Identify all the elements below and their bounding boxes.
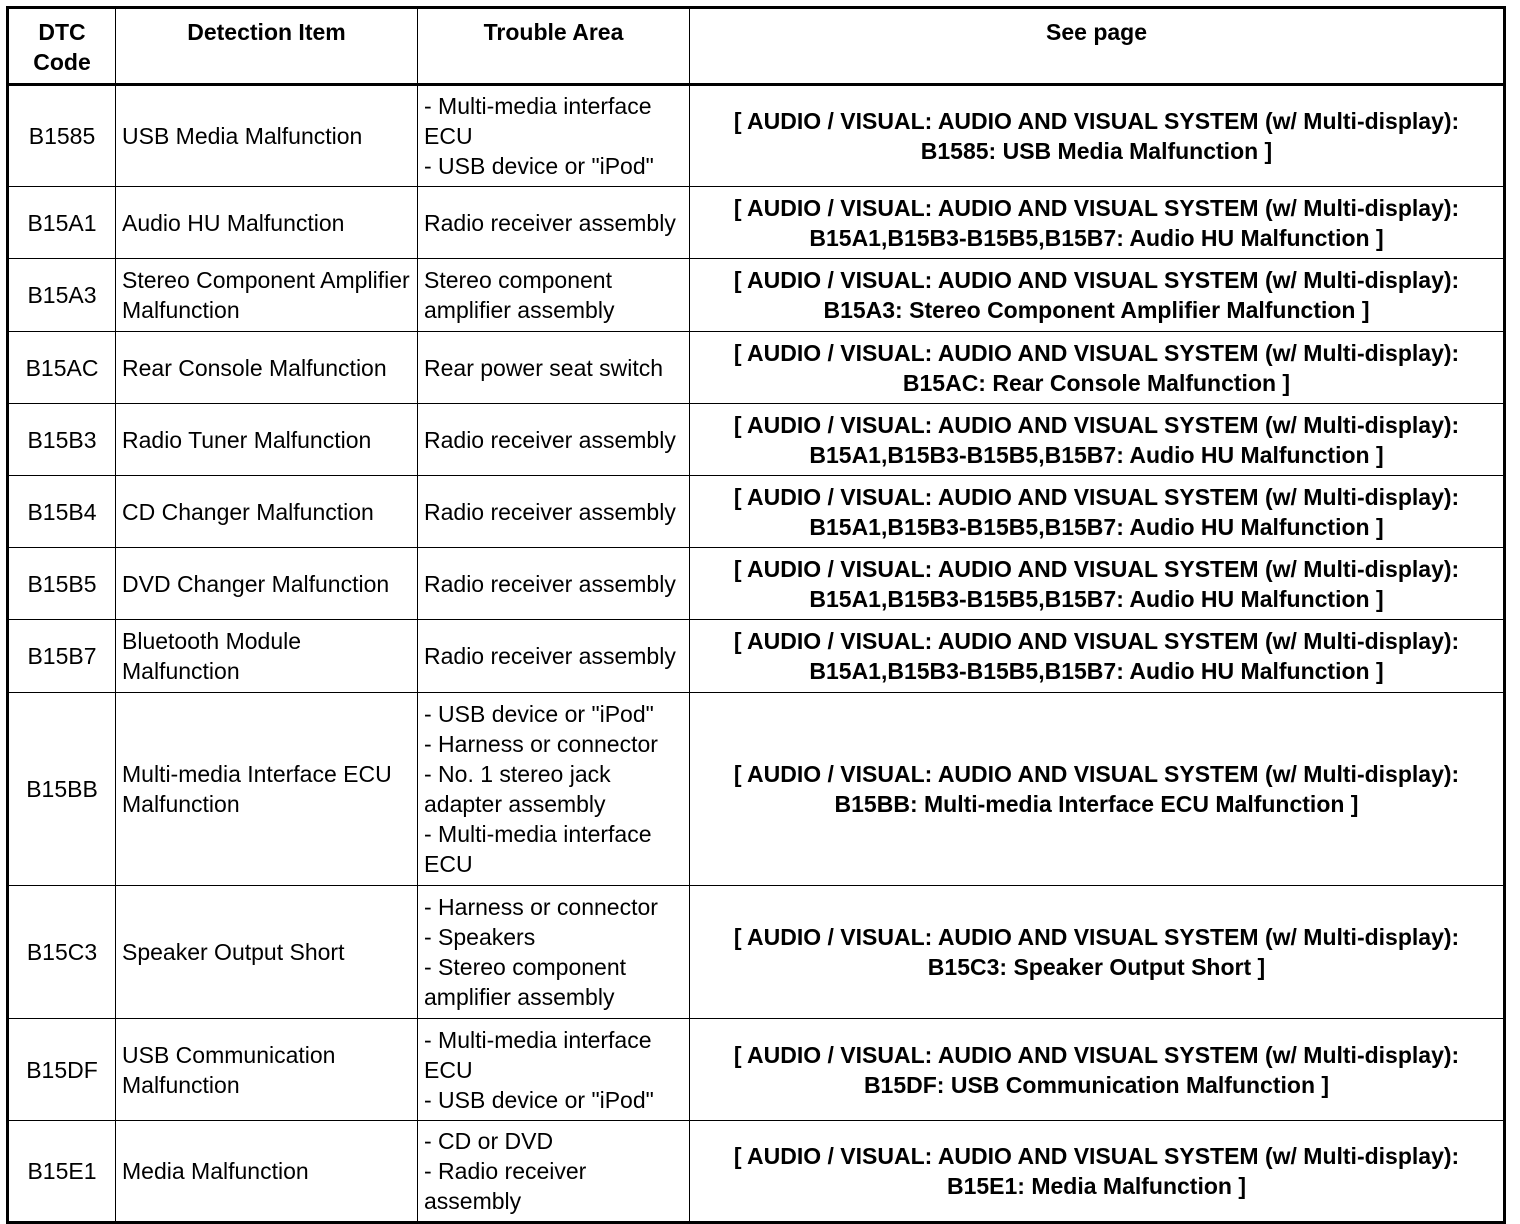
header-trouble-area: Trouble Area: [418, 8, 690, 85]
see-page-link-line[interactable]: B1585: USB Media Malfunction ]: [920, 138, 1273, 164]
see-page-cell: [690, 85, 1505, 187]
detection-item-cell: Radio Tuner Malfunction: [116, 404, 418, 476]
detection-item-cell: Multi-media Interface ECU Malfunction: [116, 693, 418, 886]
see-page-cell: [690, 1121, 1505, 1223]
header-row: [8, 8, 1505, 85]
table-row: [8, 693, 1505, 886]
see-page-cell: [690, 548, 1505, 620]
table-row: [8, 85, 1505, 187]
trouble-area-line: Radio receiver assembly: [424, 643, 676, 669]
see-page-link-line[interactable]: B15A1,B15B3-B15B5,B15B7: Audio HU Malfunction ]: [809, 658, 1384, 684]
see-page-cell: [690, 1019, 1505, 1121]
header-see-page: See page: [690, 8, 1505, 85]
trouble-area-cell: [418, 332, 690, 404]
trouble-area-cell: [418, 548, 690, 620]
see-page-link-line[interactable]: B15A1,B15B3-B15B5,B15B7: Audio HU Malfunction ]: [809, 513, 1384, 540]
see-page-cell: [690, 886, 1505, 1019]
table-row: [8, 1121, 1505, 1223]
dtc-code-cell: B15B4: [8, 476, 116, 548]
dtc-table: [6, 6, 1506, 1224]
see-page-link-line[interactable]: [ AUDIO / VISUAL: AUDIO AND VISUAL SYSTEM (w/ Multi-display):: [733, 411, 1460, 438]
dtc-code-cell: B15B3: [8, 404, 116, 476]
trouble-area-cell: [418, 404, 690, 476]
trouble-area-line: Radio receiver assembly: [424, 426, 676, 453]
detection-item-cell: DVD Changer Malfunction: [116, 548, 418, 620]
see-page-link-line[interactable]: B15C3: Speaker Output Short ]: [927, 954, 1266, 980]
detection-item-cell: Stereo Component Amplifier Malfunction: [116, 259, 418, 332]
see-page-cell: [690, 476, 1505, 548]
table-row: [8, 332, 1505, 404]
table-row: [8, 187, 1505, 259]
header-dtc-code: [8, 8, 116, 85]
trouble-area-cell: [418, 187, 690, 259]
trouble-area-line: - USB device or "iPod": [424, 153, 654, 179]
dtc-code-cell: B15B5: [8, 548, 116, 620]
detection-item-cell: USB Media Malfunction: [116, 85, 418, 187]
trouble-area-line: Rear power seat switch: [424, 354, 664, 381]
header-detection-item: Detection Item: [116, 8, 418, 85]
see-page-link-line[interactable]: [ AUDIO / VISUAL: AUDIO AND VISUAL SYSTEM (w/ Multi-display):: [733, 108, 1460, 134]
see-page-link-line[interactable]: [ AUDIO / VISUAL: AUDIO AND VISUAL SYSTEM (w/ Multi-display):: [733, 194, 1460, 221]
see-page-cell: [690, 404, 1505, 476]
see-page-cell: [690, 620, 1505, 693]
trouble-area-line: - No. 1 stereo jack adapter assembly: [424, 761, 611, 817]
trouble-area-line: - CD or DVD: [424, 1128, 554, 1154]
detection-item-cell: Media Malfunction: [116, 1121, 418, 1223]
dtc-code-cell: B15A3: [8, 259, 116, 332]
trouble-area-line: - Multi-media interface ECU: [424, 821, 652, 877]
see-page-link-line[interactable]: [ AUDIO / VISUAL: AUDIO AND VISUAL SYSTEM (w/ Multi-display):: [733, 628, 1460, 654]
see-page-link-line[interactable]: B15A1,B15B3-B15B5,B15B7: Audio HU Malfunction ]: [809, 224, 1384, 251]
see-page-link-line[interactable]: [ AUDIO / VISUAL: AUDIO AND VISUAL SYSTEM (w/ Multi-display):: [733, 267, 1460, 293]
trouble-area-line: - Harness or connector: [424, 731, 658, 757]
trouble-area-line: - Radio receiver assembly: [424, 1158, 587, 1214]
see-page-link-line[interactable]: B15A1,B15B3-B15B5,B15B7: Audio HU Malfunction ]: [809, 585, 1384, 612]
dtc-code-cell: B15E1: [8, 1121, 116, 1223]
header-dtc-code-word: Code: [33, 49, 91, 75]
see-page-link-line[interactable]: [ AUDIO / VISUAL: AUDIO AND VISUAL SYSTEM (w/ Multi-display):: [733, 1041, 1460, 1068]
see-page-link-line[interactable]: B15AC: Rear Console Malfunction ]: [902, 369, 1291, 396]
see-page-cell: [690, 693, 1505, 886]
trouble-area-cell: [418, 1019, 690, 1121]
header-dtc-code-word: DTC: [38, 19, 86, 45]
trouble-area-line: Radio receiver assembly: [424, 498, 676, 525]
see-page-link-line[interactable]: B15A1,B15B3-B15B5,B15B7: Audio HU Malfunction ]: [809, 441, 1384, 468]
dtc-code-cell: B15BB: [8, 693, 116, 886]
see-page-cell: [690, 332, 1505, 404]
table-row: [8, 404, 1505, 476]
table-row: [8, 886, 1505, 1019]
see-page-link-line[interactable]: B15DF: USB Communication Malfunction ]: [863, 1071, 1330, 1098]
trouble-area-cell: [418, 886, 690, 1019]
detection-item-cell: USB Communication Malfunction: [116, 1019, 418, 1121]
detection-item-cell: Speaker Output Short: [116, 886, 418, 1019]
dtc-code-cell: B15AC: [8, 332, 116, 404]
see-page-link-line[interactable]: B15E1: Media Malfunction ]: [946, 1173, 1247, 1199]
detection-item-cell: Bluetooth Module Malfunction: [116, 620, 418, 693]
table-row: [8, 1019, 1505, 1121]
see-page-link-line[interactable]: [ AUDIO / VISUAL: AUDIO AND VISUAL SYSTEM (w/ Multi-display):: [733, 483, 1460, 510]
trouble-area-cell: [418, 1121, 690, 1223]
detection-item-cell: CD Changer Malfunction: [116, 476, 418, 548]
detection-item-cell: Audio HU Malfunction: [116, 187, 418, 259]
table-row: [8, 476, 1505, 548]
table-row: [8, 620, 1505, 693]
trouble-area-line: - Multi-media interface ECU: [424, 93, 652, 149]
dtc-code-cell: B15A1: [8, 187, 116, 259]
trouble-area-cell: [418, 259, 690, 332]
see-page-link-line[interactable]: [ AUDIO / VISUAL: AUDIO AND VISUAL SYSTEM (w/ Multi-display):: [733, 339, 1460, 366]
trouble-area-cell: [418, 85, 690, 187]
trouble-area-line: - Harness or connector: [424, 894, 658, 920]
trouble-area-cell: [418, 620, 690, 693]
see-page-link-line[interactable]: B15A3: Stereo Component Amplifier Malfunction ]: [823, 297, 1370, 323]
table-row: [8, 548, 1505, 620]
trouble-area-line: - Stereo component amplifier assembly: [424, 954, 627, 1010]
see-page-link-line[interactable]: [ AUDIO / VISUAL: AUDIO AND VISUAL SYSTEM (w/ Multi-display):: [733, 924, 1460, 950]
dtc-code-cell: B1585: [8, 85, 116, 187]
see-page-cell: [690, 259, 1505, 332]
trouble-area-line: - USB device or "iPod": [424, 1086, 654, 1113]
dtc-code-cell: B15B7: [8, 620, 116, 693]
table-row: [8, 259, 1505, 332]
trouble-area-line: - USB device or "iPod": [424, 701, 654, 727]
see-page-link-line[interactable]: B15BB: Multi-media Interface ECU Malfunction ]: [834, 791, 1359, 817]
see-page-link-line[interactable]: [ AUDIO / VISUAL: AUDIO AND VISUAL SYSTEM (w/ Multi-display):: [733, 1143, 1460, 1169]
dtc-code-cell: B15C3: [8, 886, 116, 1019]
trouble-area-cell: [418, 693, 690, 886]
trouble-area-line: Radio receiver assembly: [424, 209, 676, 236]
dtc-code-cell: B15DF: [8, 1019, 116, 1121]
see-page-cell: [690, 187, 1505, 259]
trouble-area-cell: [418, 476, 690, 548]
see-page-link-line[interactable]: [ AUDIO / VISUAL: AUDIO AND VISUAL SYSTEM (w/ Multi-display):: [733, 761, 1460, 787]
detection-item-cell: Rear Console Malfunction: [116, 332, 418, 404]
trouble-area-line: Stereo component amplifier assembly: [424, 267, 615, 323]
see-page-link-line[interactable]: [ AUDIO / VISUAL: AUDIO AND VISUAL SYSTEM (w/ Multi-display):: [733, 555, 1460, 582]
trouble-area-line: Radio receiver assembly: [424, 570, 676, 597]
trouble-area-line: - Speakers: [424, 924, 536, 950]
trouble-area-line: - Multi-media interface ECU: [424, 1026, 652, 1083]
